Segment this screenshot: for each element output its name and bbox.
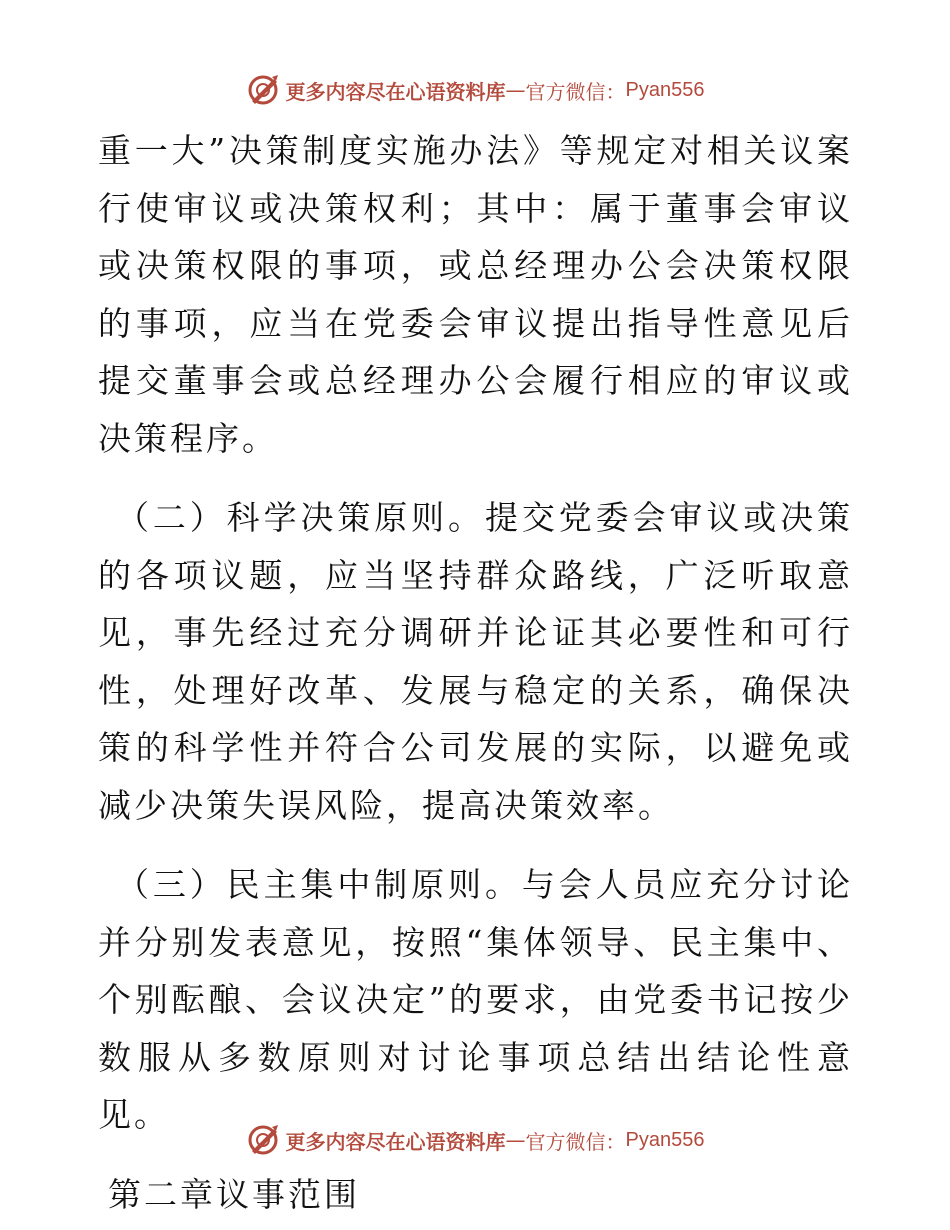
footer-watermark bbox=[0, 1118, 950, 1162]
brand-logo-icon bbox=[246, 73, 280, 107]
paragraph-decision-authority: 重一大”决策制度实施办法》等规定对相关议案行使审议或决策权利；其中：属于董事会审议或决策权限的事项，或总经理办公会决策权限的事项，应当在党委会审议提出指导性意见后提交董事会或总经理办公会履行相应的审议或决策程序。 bbox=[98, 131, 853, 458]
paragraph-scientific-decision: （二）科学决策原则。提交党委会审议或决策的各项议题，应当坚持群众路线，广泛听取意见，事先经过充分调研并论证其必要性和可行性，处理好改革、发展与稳定的关系，确保决策的科学性并符合公司发展的实际，以避免或减少决策失误风险，提高决策效率。 bbox=[98, 498, 853, 825]
paragraph-democratic-centralism: （三）民主集中制原则。与会人员应充分讨论并分别发表意见，按照“集体领导、民主集中、个别酝酿、会议决定”的要求，由党委书记按少数服从多数原则对讨论事项总结出结论性意见。 bbox=[98, 865, 853, 1134]
watermark-separator: — bbox=[505, 78, 526, 102]
watermark-brand: 更多内容尽在心语资料库 bbox=[285, 1129, 506, 1154]
watermark-wechat-label: 官方微信： bbox=[525, 1129, 626, 1154]
chapter-heading: 第二章议事范围 bbox=[108, 1174, 360, 1214]
watermark-wechat-id: Pyan556 bbox=[625, 78, 705, 101]
document-body bbox=[98, 122, 853, 1223]
watermark-wechat-label: 官方微信： bbox=[525, 79, 626, 104]
watermark-separator: — bbox=[505, 1128, 526, 1152]
brand-logo-icon bbox=[246, 1123, 280, 1157]
watermark-wechat-id: Pyan556 bbox=[625, 1128, 705, 1151]
header-watermark bbox=[0, 68, 950, 112]
watermark-brand: 更多内容尽在心语资料库 bbox=[285, 79, 506, 104]
